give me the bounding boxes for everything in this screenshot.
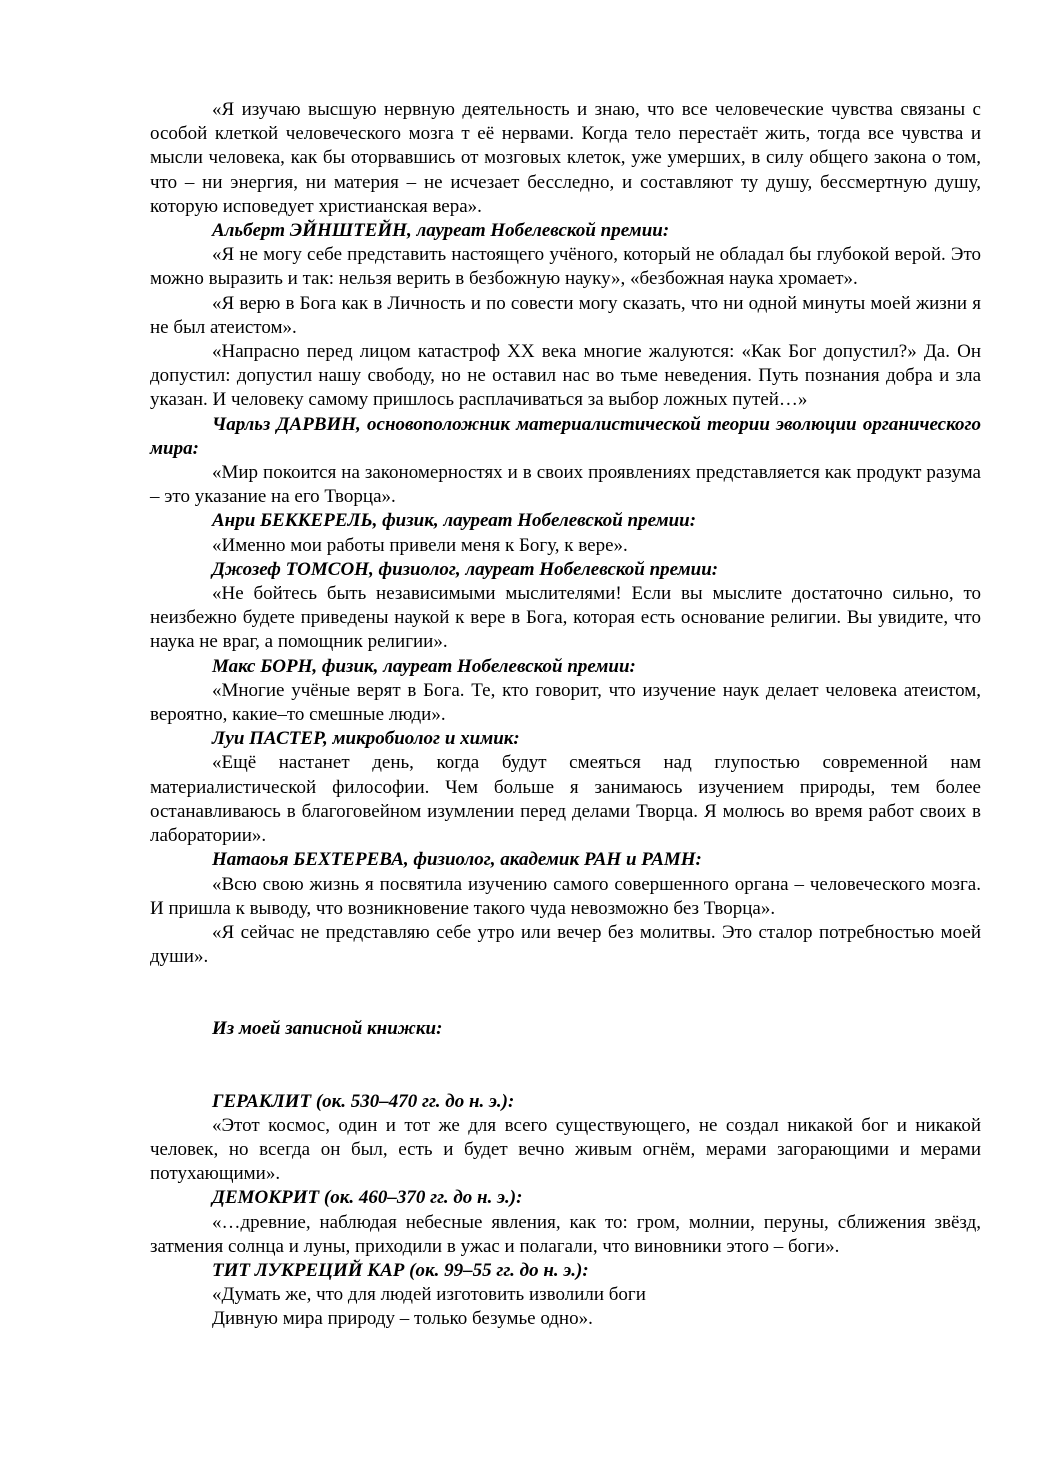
section-spacer [150,969,981,1017]
quote-paragraph: «Этот космос, один и тот же для всего существующего, не создал никакой бог и никакой человек, но всегда он был, есть и будет вечно живым огнём, мерами загорающими и мерами потухающими». [150,1114,981,1185]
author-heading-darwin: Чарльз ДАРВИН, основоположник материалистической теории эволюции органического мира: [150,413,981,459]
quote-paragraph: «Я сейчас не представляю себе утро или вечер без молитвы. Это сталор потребностью моей души». [150,921,981,968]
author-heading-born: Макс БОРН, физик, лауреат Нобелевской премии: [212,655,636,677]
quote-paragraph: «Именно мои работы привели меня к Богу, к вере». [212,534,628,556]
quote-paragraph: «Мир покоится на закономерностях и в своих проявлениях представляется как продукт разума – это указание на его Творца». [150,462,981,508]
quote-paragraph: «…древние, наблюдая небесные явления, как то: гром, молнии, перуны, сближения звёзд, затмения солнца и луны, приходили в ужас и полагали, что виновники этого – боги». [150,1211,981,1257]
quote-paragraph: «Ещё настанет день, когда будут смеяться над глупостью современной нам материалистической философии. Чем больше я занимаюсь изучением природы, тем более останавливаюсь в благоговейном изумлении перед делами Творца. Я молюсь во время работ своих в лаборатории». [150,752,981,847]
section-heading-notebook: Из моей записной книжки: [212,1018,443,1040]
author-heading-lucretius: ТИТ ЛУКРЕЦИЙ КАР (ок. 99–55 гг. до н. э.): [212,1259,589,1281]
document-page [150,98,981,1332]
quote-paragraph: «Напрасно перед лицом катастроф XX века многие жалуются: «Как Бог допустил?» Да. Он допустил: допустил нашу свободу, но не оставил нас во тьме неведения. Путь познания добра и зла указан. И человеку самому пришлось расплачиваться за выбор ложных путей…» [150,341,981,411]
quote-paragraph: «Не бойтесь быть независимыми мыслителями! Если вы мыслите достаточно сильно, то неизбежно будете приведены наукой к вере в Бога, которая есть основание религии. Вы увидите, что наука не враг, а помощник религии». [150,583,981,653]
quote-paragraph: «Я верю в Бога как в Личность и по совести могу сказать, что ни одной минуты моей жизни я не был атеистом». [150,292,981,338]
quote-paragraph: «Многие учёные верят в Бога. Те, кто говорит, что изучение наук делает человека атеистом, вероятно, какие–то смешные люди». [150,679,981,726]
quote-paragraph: «Всю свою жизнь я посвятила изучению самого совершенного органа – человеческого мозга. И пришла к выводу, что возникновение такого чуда невозможно без Творца». [150,873,981,919]
author-heading-einstein: Альберт ЭЙНШТЕЙН, лауреат Нобелевской премии: [212,220,670,242]
author-heading-democritus: ДЕМОКРИТ (ок. 460–370 гг. до н. э.): [212,1187,523,1209]
author-heading-becquerel: Анри БЕККЕРЕЛЬ, физик, лауреат Нобелевской премии: [212,510,697,532]
verse-line: Дивную мира природу – только безумье одно». [212,1308,593,1330]
author-heading-heraclitus: ГЕРАКЛИТ (ок. 530–470 гг. до н. э.): [212,1090,515,1112]
quote-paragraph: «Я изучаю высшую нервную деятельность и знаю, что все человеческие чувства связаны с особой клеткой человеческого мозга т её нервами. Когда тело перестаёт жить, тогда все чувства и мысли человека, как бы оторвавшись от мозговых клеток, уже умерших, в силу общего закона о том, что – ни энергия, ни материя – не исчезает бесследно, и составляют ту душу, бессмертную душу, которую исповедует христианская вера». [150,99,981,217]
section-spacer [150,1042,981,1090]
quote-paragraph: «Я не могу себе представить настоящего учёного, который не обладал бы глубокой верой. Это можно выразить и так: нельзя верить в безбожную науку», «безбожная наука хромает». [150,244,981,290]
author-heading-pasteur: Луи ПАСТЕР, микробиолог и химик: [212,728,520,750]
verse-line: «Думать же, что для людей изготовить изволили боги [212,1284,646,1306]
author-heading-bekhtereva: Натаоья БЕХТЕРЕВА, физиолог, академик РАН и РАМН: [212,849,702,871]
author-heading-thomson: Джозеф ТОМСОН, физиолог, лауреат Нобелевской премии: [212,558,719,580]
